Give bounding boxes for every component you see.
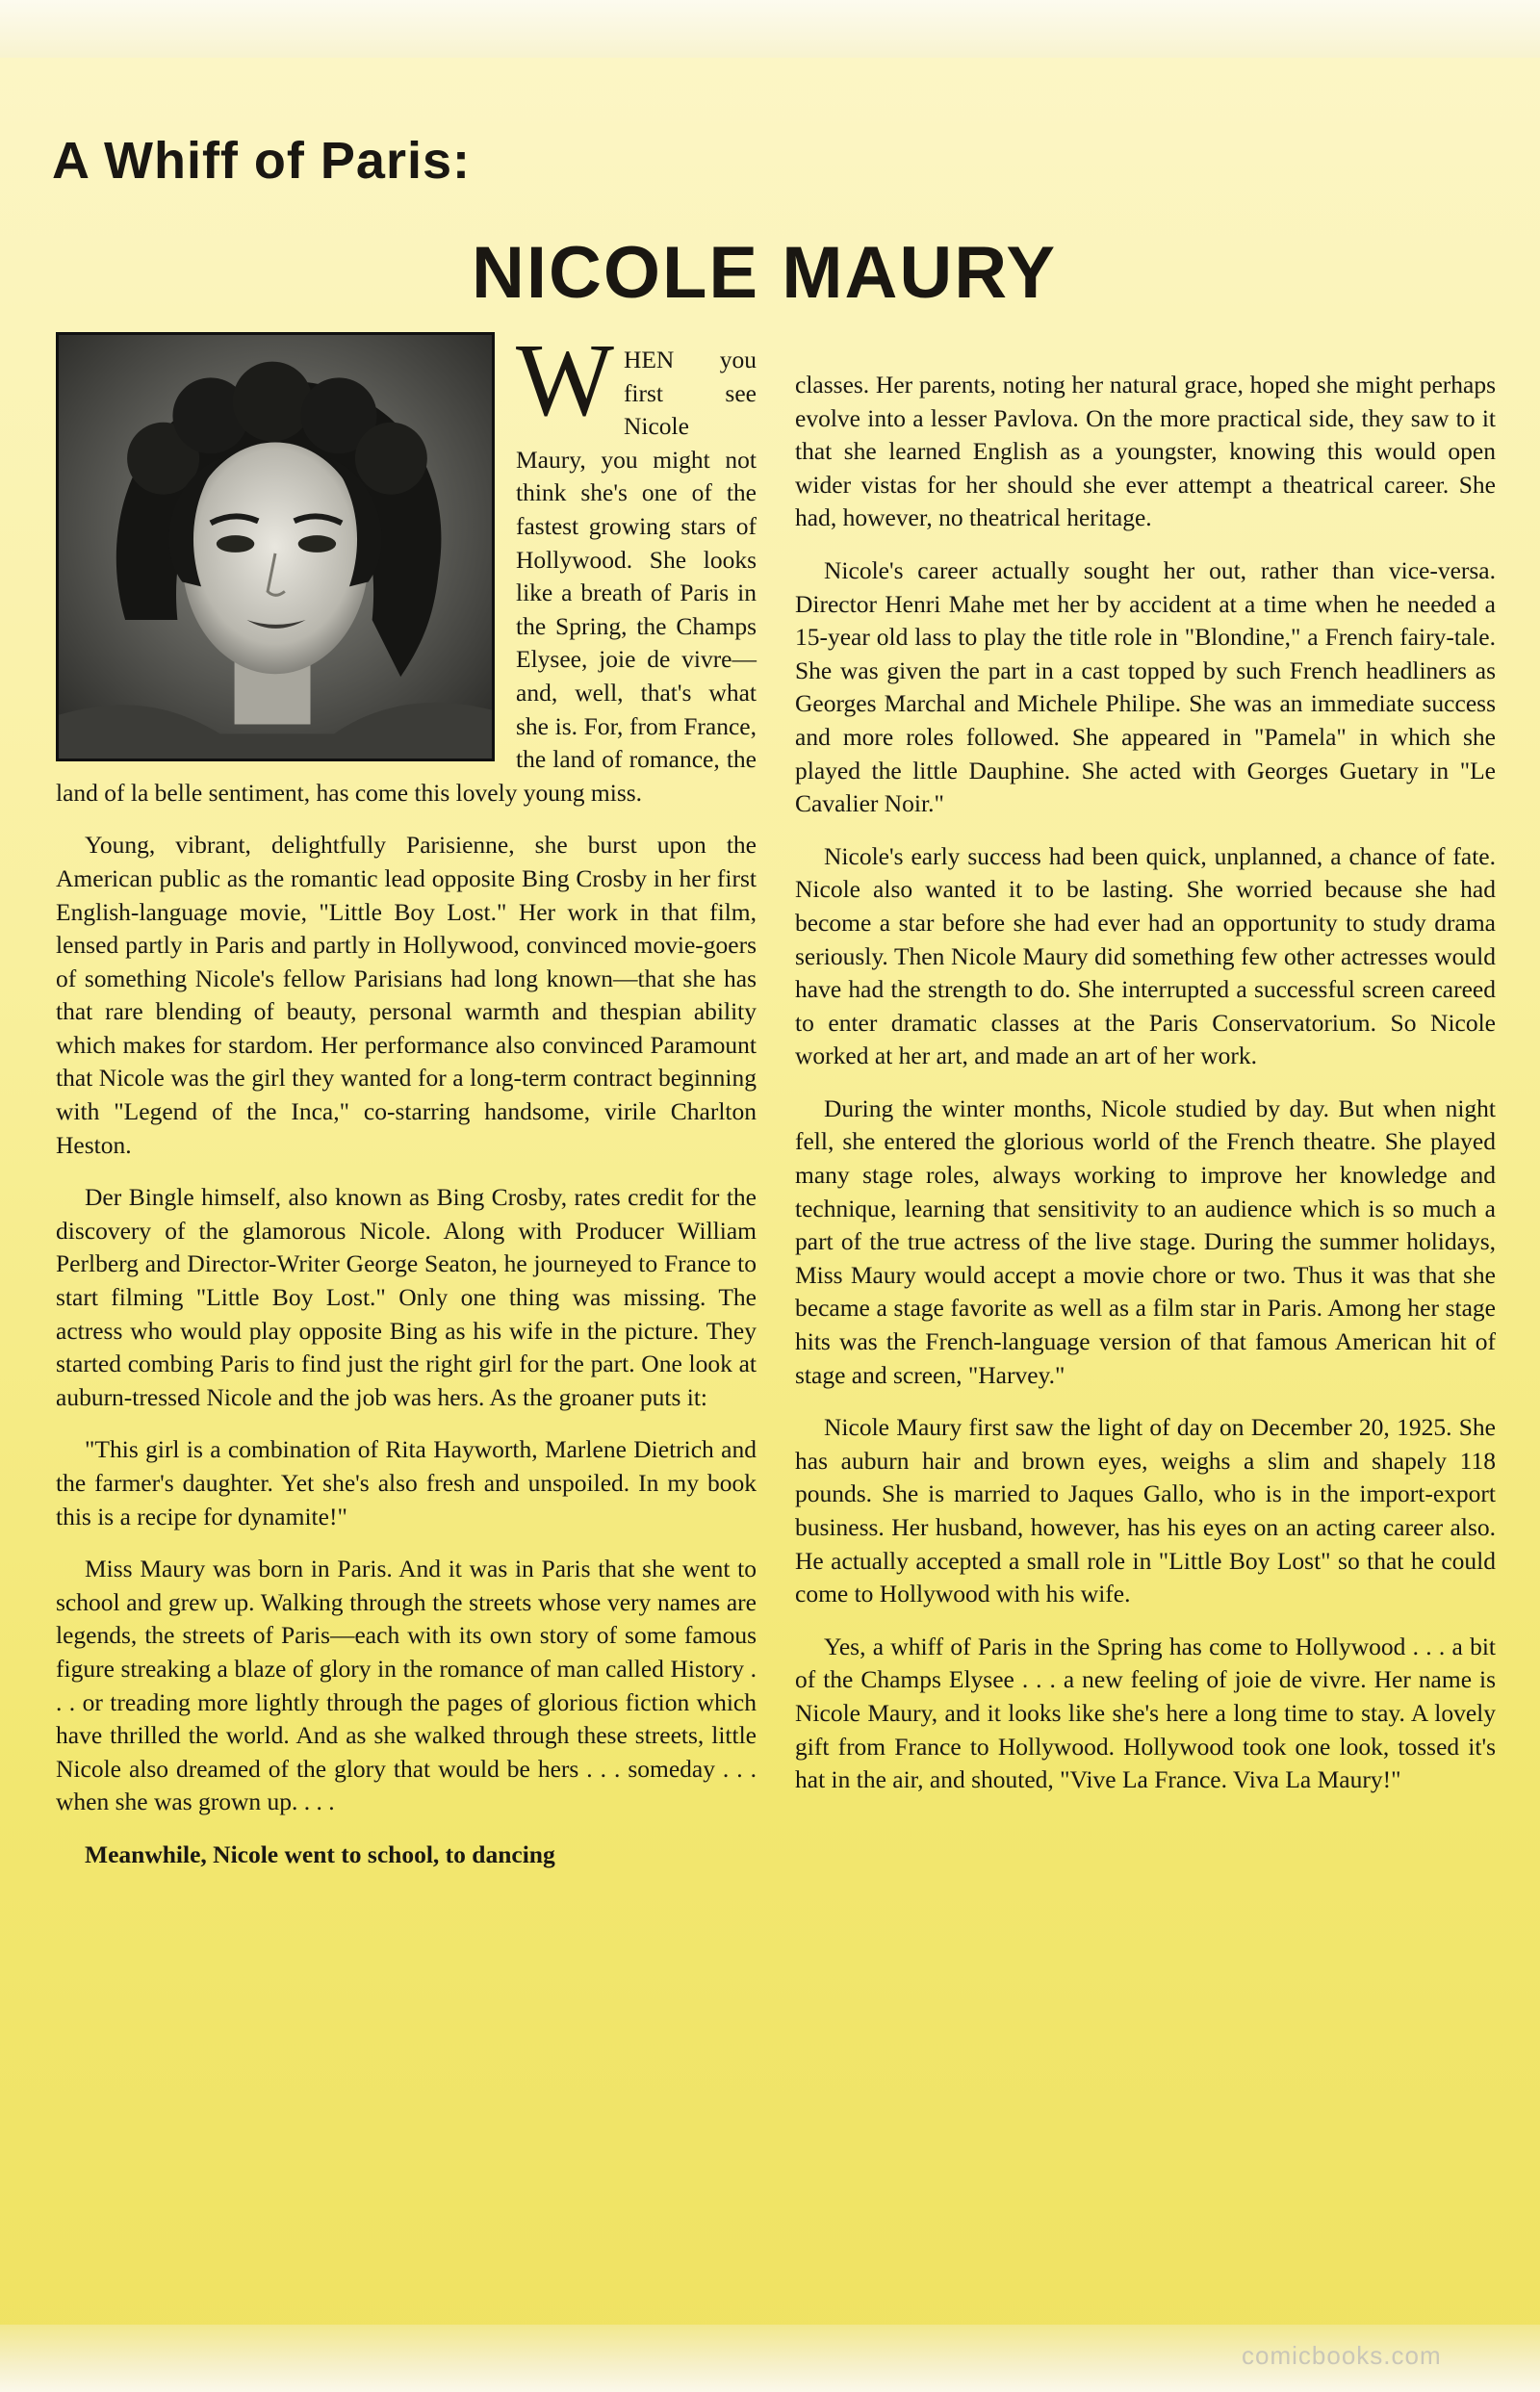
paragraph: Der Bingle himself, also known as Bing Crosby, rates credit for the discovery of the glamorous Nicole. Along with Producer William Perlberg and Director-Writer George Seaton, he journeyed to France to start filming "Little Boy Lost." Only one thing was missing. The actress who would play opposite Bing as his wife in the picture. They started combing Paris to find just the right girl for the part. One look at auburn-tressed Nicole and the job was hers. As the groaner puts it: bbox=[56, 1183, 757, 1411]
paragraph: Meanwhile, Nicole went to school, to dancing bbox=[85, 1839, 555, 1868]
left-column bbox=[56, 323, 757, 1891]
paragraph: During the winter months, Nicole studied by day. But when night fell, she entered the glorious world of the French theatre. She played many stage roles, always working to improve her knowledge and technique, learning that sensitivity to an audience which is so much a part of the true actress of the live stage. During the summer holidays, Miss Maury would accept a movie chore or two. Thus it was that she became a stage favorite as well as a film star in Paris. Among her stage hits was the French-language version of that famous American hit of stage and screen, "Harvey." bbox=[795, 1093, 1496, 1389]
drop-cap: W bbox=[516, 323, 614, 438]
site-watermark: comicbooks.com bbox=[1242, 2341, 1442, 2370]
right-column bbox=[795, 369, 1496, 1816]
portrait-illustration bbox=[59, 335, 492, 759]
paragraph: HEN you first see Nicole Maury, you might not think she's one of the fastest growing stars of Hollywood. She looks like a breath of Paris in the Spring, the Champs Elysee, joie de vivre—and, well, that's what she is. For, from France, the land of romance, the land of la belle sentiment, has come this lovely young miss. bbox=[56, 346, 757, 807]
article-kicker: A Whiff of Paris: bbox=[52, 132, 471, 190]
paragraph: Young, vibrant, delightfully Parisienne, she burst upon the American public as the romantic lead opposite Bing Crosby in her first English-language movie, "Little Boy Lost." Her work in that film, lensed partly in Paris and partly in Hollywood, convinced movie-goers of something Nicole's fellow Parisians had long known—that she has that rare blending of beauty, personal warmth and thespian ability which makes for stardom. Her performance also convinced Paramount that Nicole was the girl they wanted for a long-term contract beginning with "Legend of the Inca," co-starring handsome, virile Charlton Heston. bbox=[56, 831, 757, 1159]
page-top-edge bbox=[0, 0, 1540, 58]
paragraph: classes. Her parents, noting her natural grace, hoped she might perhaps evolve into a lesser Pavlova. On the more practical side, they saw to it that she learned English as a youngster, knowing this would open wider vistas for her should she ever attempt a theatrical career. She had, however, no theatrical heritage. bbox=[795, 371, 1496, 532]
paragraph: Nicole's career actually sought her out, rather than vice-versa. Director Henri Mahe met her by accident at a time when he needed a 15-year old lass to play the title role in "Blondine," a French fairy-tale. She was given the part in a cast topped by such French headliners as Georges Marchal and Michele Philipe. She was an immediate success and more roles followed. She appeared in "Pamela" in which she played the little Dauphine. She acted with Georges Guetary in "Le Cavalier Noir." bbox=[795, 555, 1496, 818]
paragraph: Nicole Maury first saw the light of day on December 20, 1925. She has auburn hair and brown eyes, weighs a slim and shapely 118 pounds. She is married to Jaques Gallo, who is in the import-export business. Her husband, however, has his eyes on an acting career also. He actually accepted a small role in "Little Boy Lost" so that he could come to Hollywood with his wife. bbox=[795, 1413, 1496, 1608]
paragraph: Miss Maury was born in Paris. And it was in Paris that she went to school and grew up. Walking through the streets whose very names are legends, the streets of Paris—each with its own story of some famous figure streaking a blaze of glory in the romance of man called History . . . or treading more lightly through the pages of glorious fiction which have thrilled the world. And as she walked through these streets, little Nicole also dreamed of the glory that would be hers . . . someday . . . when she was grown up. . . . bbox=[56, 1555, 757, 1816]
paragraph: "This girl is a combination of Rita Hayworth, Marlene Dietrich and the farmer's daughter. Yet she's also fresh and unspoiled. In my book this is a recipe for dynamite!" bbox=[56, 1435, 757, 1530]
paragraph: Yes, a whiff of Paris in the Spring has come to Hollywood . . . a bit of the Champs Elysee . . . a new feeling of joie de vivre. Her name is Nicole Maury, and it looks like she's here a long time to stay. A lovely gift from France to Hollywood. Hollywood took one look, tossed it's hat in the air, and shouted, "Vive La France. Viva La Maury!" bbox=[795, 1632, 1496, 1794]
portrait-photo bbox=[56, 332, 495, 761]
article-title: NICOLE MAURY bbox=[472, 232, 1058, 314]
paragraph: Nicole's early success had been quick, unplanned, a chance of fate. Nicole also wanted it to be lasting. She worried because she had become a star before she had ever had an opportunity to study drama seriously. Then Nicole Maury did something few other actresses would have had the strength to do. She interrupted a successful screen careed to enter dramatic classes at the Paris Conservatorium. So Nicole worked at her art, and made an art of her work. bbox=[795, 841, 1496, 1070]
